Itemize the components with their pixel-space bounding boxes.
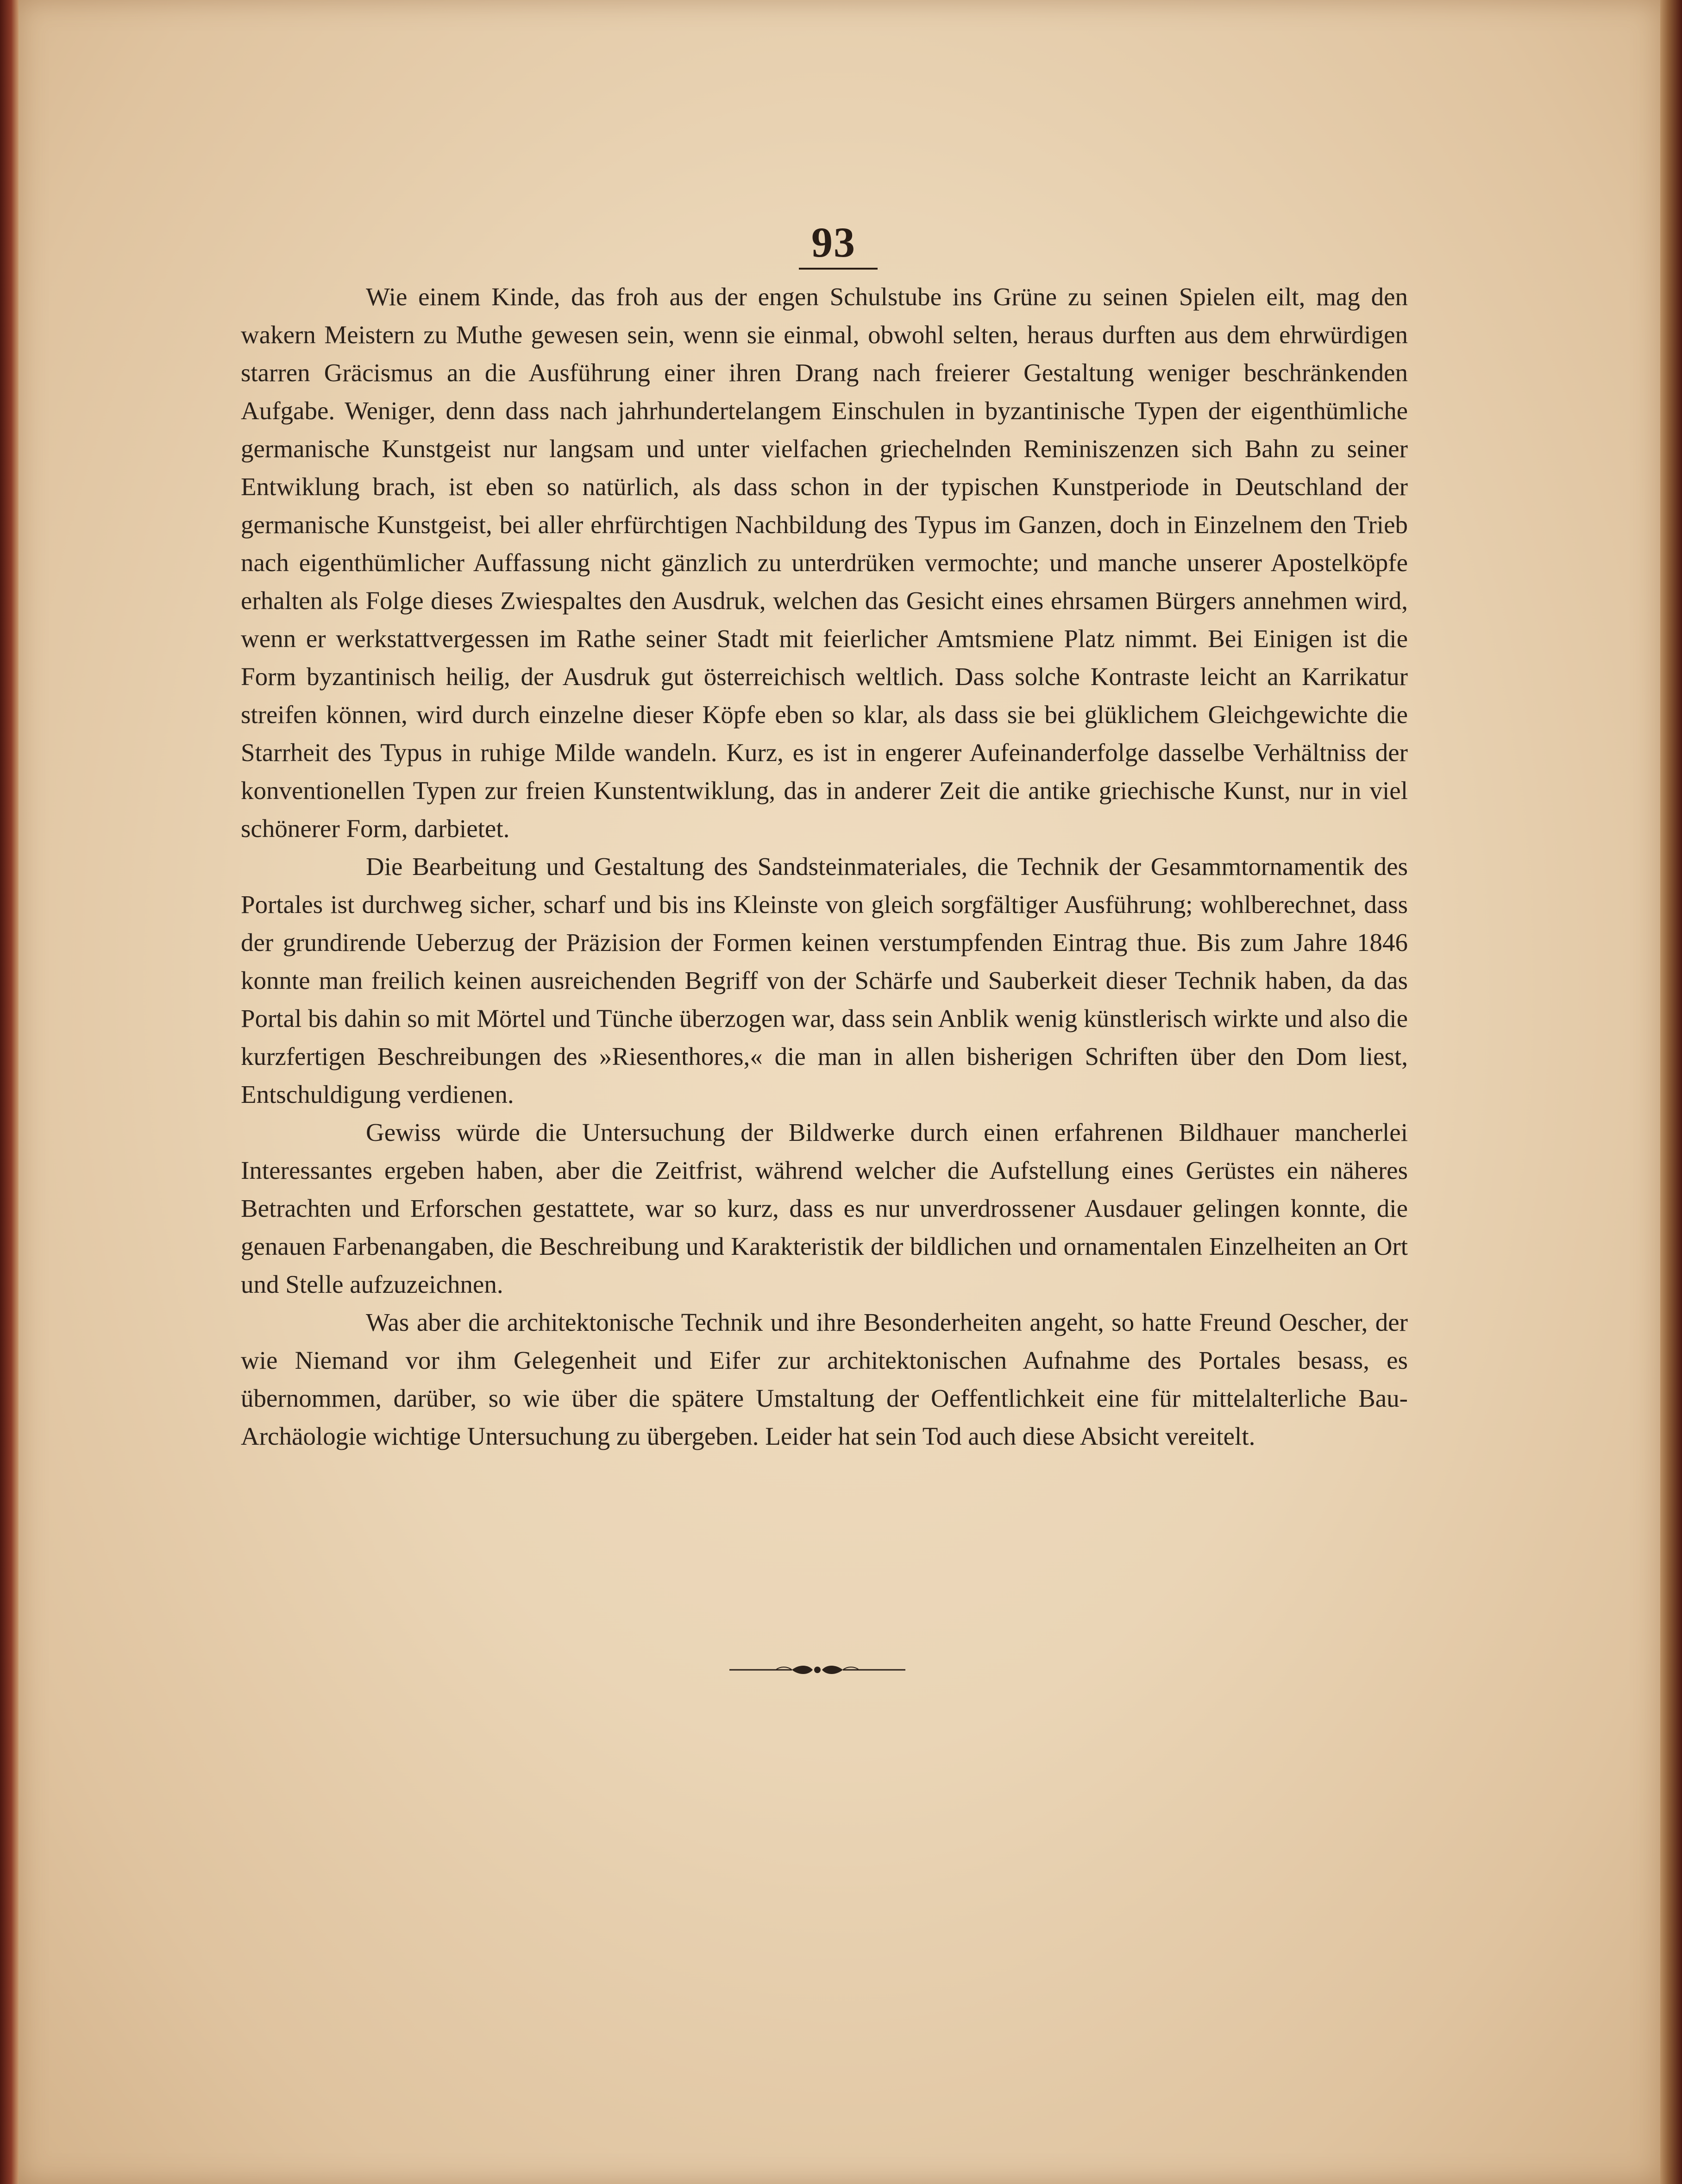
page-number: 93 xyxy=(811,219,856,266)
paragraph-3: Gewiss würde die Untersuchung der Bildwerke durch einen erfahrenen Bildhauer mancherlei Interessantes ergeben haben, aber die Zeitfrist, während welcher die Aufstellung eines Gerüstes ein näheres Betrachten und Erforschen gestattete, war so kurz, dass es nur unverdrossener Ausdauer gelingen konnte, die genauen Farbenangaben, die Beschreibung und Karakteristik der bildlichen und ornamentalen Einzelheiten an Ort und Stelle aufzuzeichnen. xyxy=(241,1118,1408,1298)
decorative-scroll-divider-icon xyxy=(729,1661,905,1679)
cover-edge-right xyxy=(1660,0,1682,2184)
page-number-rule xyxy=(799,268,878,270)
binding-edge-left xyxy=(0,0,19,2184)
paragraph-1: Wie einem Kinde, das froh aus der engen Schulstube ins Grüne zu seinen Spielen eilt, mag den wakern Meistern zu Muthe gewesen sein, wenn sie einmal, obwohl selten, heraus durften aus dem ehrwürdigen starren Gräcismus an die Ausführung einer ihren Drang nach freierer Gestaltung weniger beschränkenden Aufgabe. Weniger, denn dass nach jahrhundertelangem Einschulen in byzantinische Typen der eigenthümliche germanische Kunstgeist nur langsam und unter vielfachen griechelnden Reminiszenzen sich Bahn zu seiner Entwiklung brach, ist eben so natürlich, als dass schon in der typischen Kunstperiode in Deutschland der germanische Kunstgeist, bei aller ehrfürchtigen Nachbildung des Typus im Ganzen, doch in Einzelnem den Trieb nach eigenthümlicher Auffassung nicht gänzlich zu unterdrüken vermochte; und manche unserer Apostelköpfe erhalten als Folge dieses Zwiespaltes den Ausdruk, welchen das Gesicht eines ehrsamen Bürgers annehmen wird, wenn er werkstattvergessen im Rathe seiner Stadt mit feierlicher Amtsmiene Platz nimmt. Bei Einigen ist die Form byzantinisch heilig, der Ausdruk gut österreichisch weltlich. Dass solche Kontraste leicht an Karrikatur streifen können, wird durch einzelne dieser Köpfe eben so klar, als dass sie bei glüklichem Gleichgewichte die Starrheit des Typus in ruhige Milde wandeln. Kurz, es ist in engerer Aufeinanderfolge dasselbe Verhältniss der konventionellen Typen zur freien Kunstentwiklung, das in anderer Zeit die antike griechische Kunst, nur in viel schönerer Form, darbietet. xyxy=(241,283,1408,843)
body-text xyxy=(241,278,1408,1455)
paragraph-2: Die Bearbeitung und Gestaltung des Sandsteinmateriales, die Technik der Gesammtornamentik des Portales ist durchweg sicher, scharf und bis ins Kleinste von gleich sorgfältiger Ausführung; wohlberechnet, dass der grundirende Ueberzug der Präzision der Formen keinen verstumpfenden Eintrag thue. Bis zum Jahre 1846 konnte man freilich keinen ausreichenden Begriff von der Schärfe und Sauberkeit dieser Technik haben, da das Portal bis dahin so mit Mörtel und Tünche überzogen war, dass sein Anblik wenig künstlerisch wirkte und also die kurzfertigen Beschreibungen des »Riesenthores,« die man in allen bisherigen Schriften über den Dom liest, Entschuldigung verdienen. xyxy=(241,852,1408,1108)
paragraph-4: Was aber die architektonische Technik und ihre Besonderheiten angeht, so hatte Freund Oescher, der wie Niemand vor ihm Gelegenheit und Eifer zur architektonischen Aufnahme des Portales besass, es übernommen, darüber, so wie über die spätere Umstaltung der Oeffentlichkeit eine für mittelalterliche Bau-Archäologie wichtige Untersuchung zu übergeben. Leider hat sein Tod auch diese Absicht vereitelt. xyxy=(241,1308,1408,1450)
